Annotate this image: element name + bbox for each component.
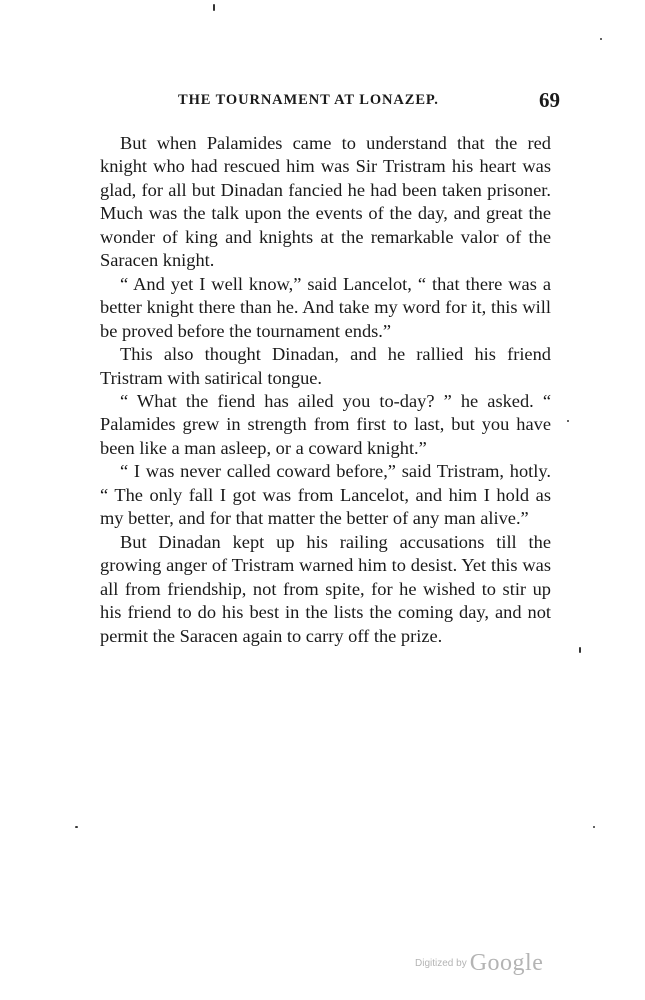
running-title: THE TOURNAMENT AT LONAZEP. [178,92,439,108]
page-number: 69 [539,88,560,112]
running-head [100,88,560,114]
scan-speck [579,647,581,653]
paragraph: “ I was never called coward before,” said Tristram, hotly. “ The only fall I got was from Lancelot, and him I hold as my better, and for that matter the better of any man alive.” [100,461,551,529]
google-logo: Google [469,950,544,976]
watermark-prefix: Digitized by [415,958,467,969]
paragraph: “ What the fiend has ailed you to-day? ” he asked. “ Palamides grew in strength from first to last, but you have been like a man asleep, or a coward knight.” [100,390,551,458]
scan-speck [593,826,595,828]
body-text [100,132,551,648]
digitized-by-google-watermark [415,950,543,977]
scan-speck [600,38,602,40]
scan-speck [567,420,569,422]
paragraph: “ And yet I well know,” said Lancelot, “ that there was a better knight there than he. And take my word for it, this will be proved before the tournament ends.” [100,273,551,341]
paragraph: But when Palamides came to understand that the red knight who had rescued him was Sir Tristram his heart was glad, for all but Dinadan fancied he had been taken prisoner. Much was the talk upon the events of the day, and great the wonder of king and knights at the remarkable valor of the Saracen knight. [100,133,551,271]
scan-speck [213,4,215,11]
paragraph: But Dinadan kept up his railing accusations till the growing anger of Tristram warned him to desist. Yet this was all from friendship, not from spite, for he wished to stir up his friend to do his best in the lists the coming day, and not permit the Saracen again to carry off the prize. [100,531,551,646]
scan-speck [75,826,78,828]
paragraph: This also thought Dinadan, and he rallied his friend Tristram with satirical tongue. [100,344,551,388]
